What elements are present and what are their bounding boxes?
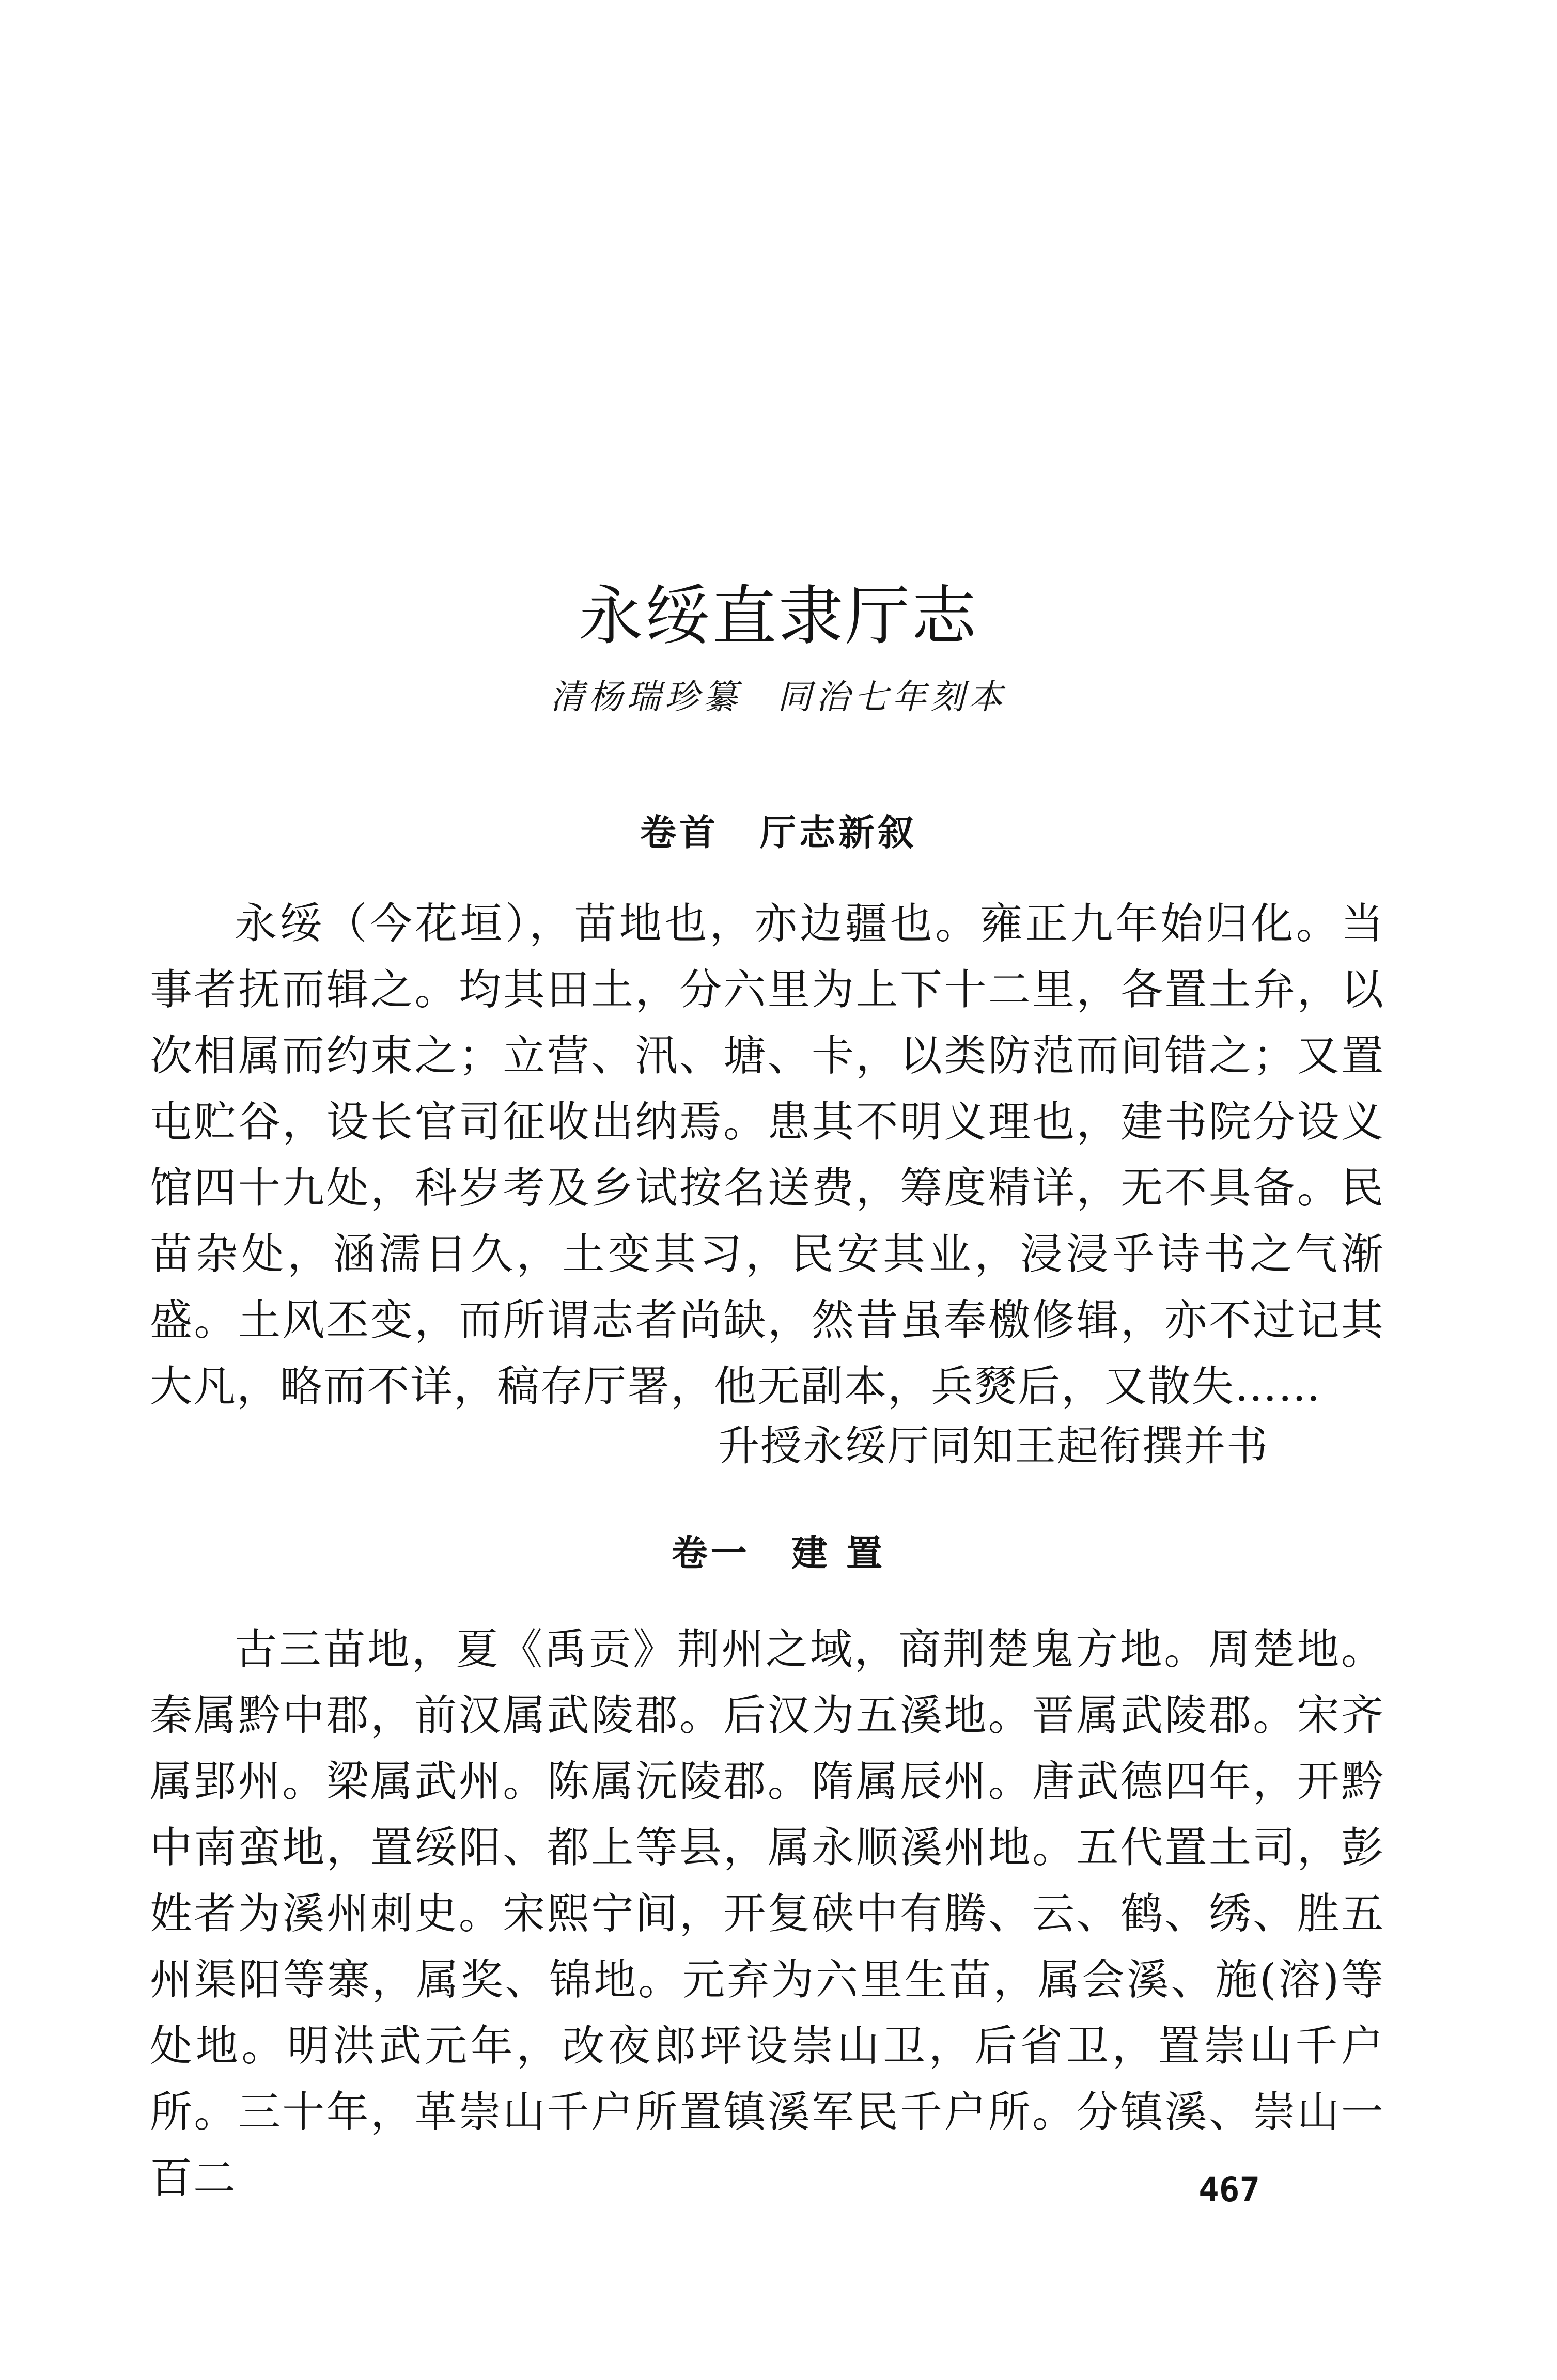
- volume-label: 卷首: [640, 811, 719, 854]
- edition-line: 同治七年刻本: [777, 677, 1007, 717]
- section-heading-establishment: [0, 1531, 1557, 1575]
- establishment-paragraph: 古三苗地，夏《禹贡》荆州之域，商荆楚鬼方地。周楚地。秦属黔中郡，前汉属武陵郡。后汉为五溪地。晋属武陵郡。宋齐属郢州。梁属武州。陈属沅陵郡。隋属辰州。唐武德四年，开黔中南蛮地，置绥阳、都上等县，属永顺溪州地。五代置土司，彭姓者为溪州刺史。宋熙宁间，开复硖中有腾、云、鹤、绣、胜五州渠阳等寨，属奖、锦地。元弃为六里生苗，属会溪、施(溶)等处地。明洪武元年，改夜郎坪设崇山卫，后省卫，置崇山千户所。三十年，革崇山千户所置镇溪军民千户所。分镇溪、崇山一百二: [150, 1625, 1384, 2203]
- page-title: 永绥直隶厅志: [579, 578, 978, 654]
- section-title: 建 置: [791, 1532, 886, 1574]
- section-title: 厅志新叙: [760, 811, 917, 854]
- section-heading-preface: [0, 811, 1557, 854]
- author-line: 清杨瑞珍纂: [550, 677, 741, 717]
- preface-paragraph: 永绥（今花垣），苗地也，亦边疆也。雍正九年始归化。当事者抚而辑之。均其田土，分六里为上下十二里，各置土弁，以次相属而约束之；立营、汛、塘、卡，以类防范而间错之；又置屯贮谷，设长官司征收出纳焉。患其不明义理也，建书院分设义馆四十九处，科岁考及乡试按名送费，筹度精详，无不具备。民苗杂处，涵濡日久，土变其习，民安其业，浸浸乎诗书之气渐盛。土风丕变，而所谓志者尚缺，然昔虽奉檄修辑，亦不过记其大凡，略而不详，稿存厅署，他无副本，兵燹后，又散失……: [150, 899, 1384, 1411]
- preface-signature: 升授永绥厅同知王起衔撰并书: [718, 1422, 1269, 1470]
- volume-label: 卷一: [671, 1532, 750, 1574]
- subtitle: [0, 677, 1557, 717]
- page-number: 467: [1198, 2170, 1260, 2210]
